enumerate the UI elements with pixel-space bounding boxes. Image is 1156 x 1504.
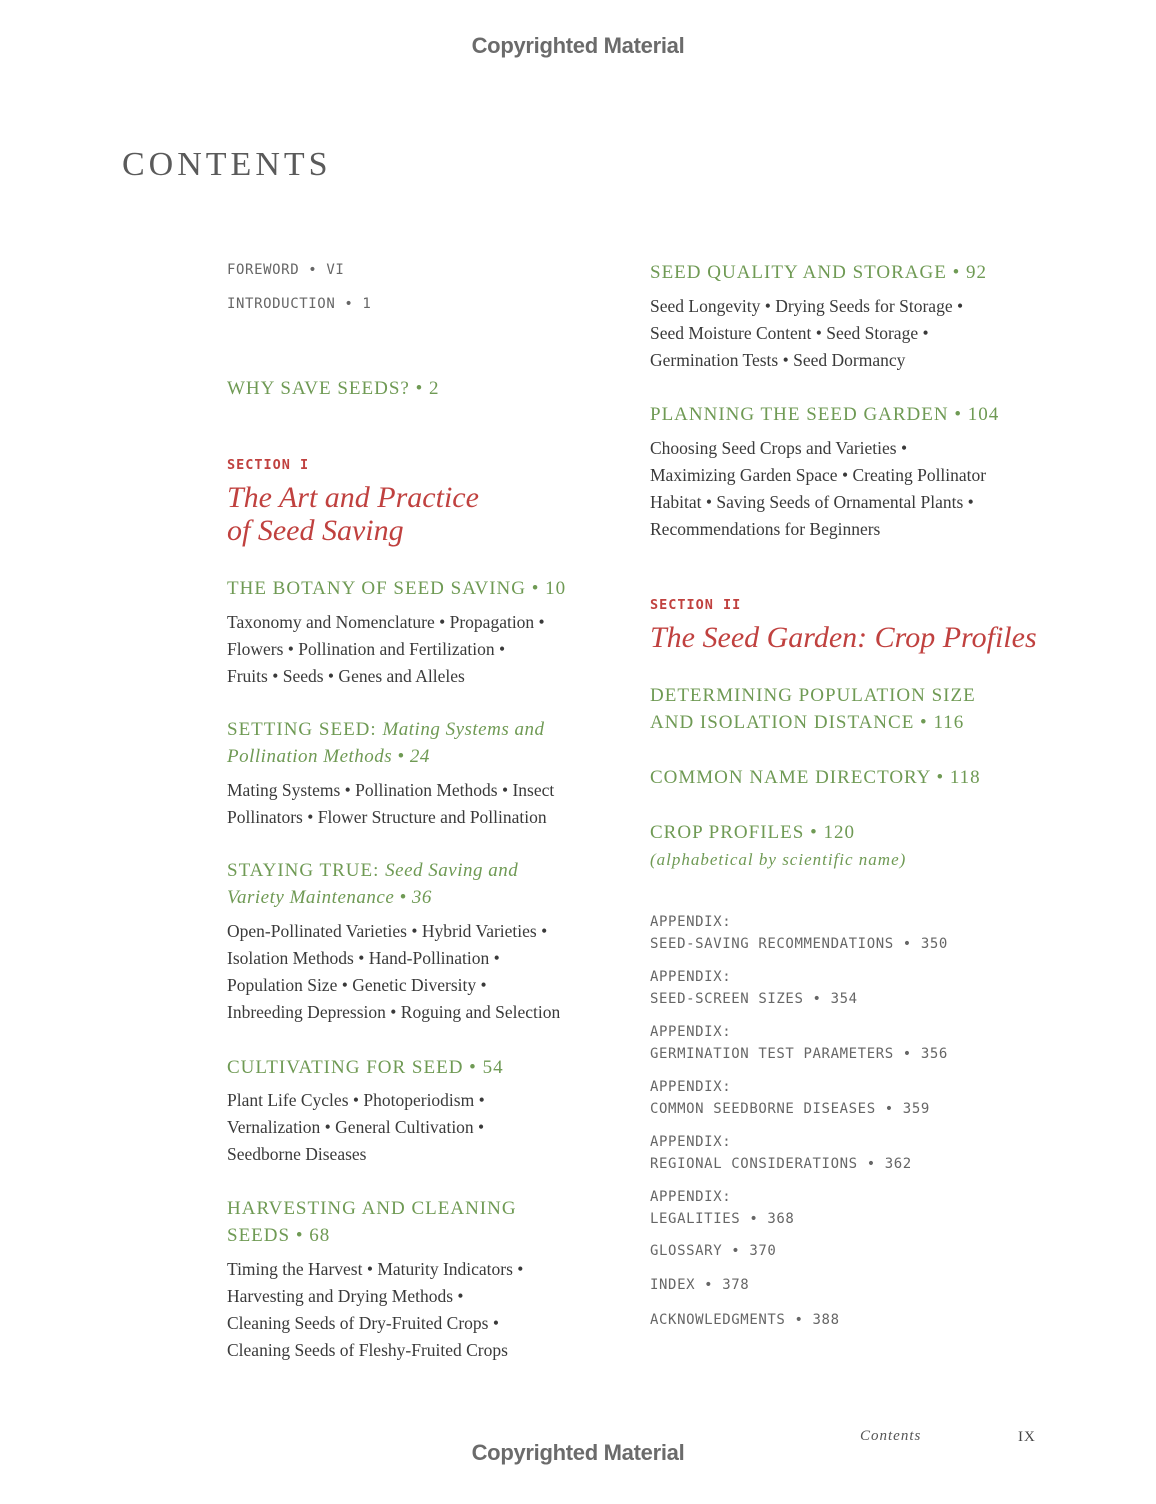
planning-line-2: Maximizing Garden Space • Creating Pollinator <box>650 465 987 485</box>
copyright-footer: Copyrighted Material <box>471 1440 685 1465</box>
toc-appendix-regional[interactable] <box>650 1131 912 1175</box>
appendix-label: APPENDIX: <box>650 1189 732 1205</box>
determining-line-2: AND ISOLATION DISTANCE • 116 <box>650 712 965 733</box>
appendix-title: GERMINATION TEST PARAMETERS • 356 <box>650 1046 948 1062</box>
planning-line-1: Choosing Seed Crops and Varieties • <box>650 438 908 458</box>
toc-common-name-directory[interactable]: COMMON NAME DIRECTORY • 118 <box>650 767 981 788</box>
cultivating-topics <box>227 1087 485 1168</box>
appendix-title: COMMON SEEDBORNE DISEASES • 359 <box>650 1101 930 1117</box>
botany-line-3: Fruits • Seeds • Genes and Alleles <box>227 666 465 686</box>
toc-appendix-screen-sizes[interactable] <box>650 966 858 1010</box>
crop-profiles-subtitle: (alphabetical by scientific name) <box>650 850 907 869</box>
planning-line-3: Habitat • Saving Seeds of Ornamental Plants • <box>650 492 974 512</box>
staying-true-topics <box>227 918 560 1026</box>
toc-cultivating[interactable]: CULTIVATING FOR SEED • 54 <box>227 1057 504 1078</box>
toc-determining-population[interactable] <box>650 682 976 736</box>
toc-index[interactable]: INDEX • 378 <box>650 1277 750 1293</box>
crop-profiles-title: CROP PROFILES • 120 <box>650 822 855 843</box>
section-1-title-line-2: of Seed Saving <box>227 514 404 547</box>
toc-planning[interactable]: PLANNING THE SEED GARDEN • 104 <box>650 404 1000 425</box>
appendix-label: APPENDIX: <box>650 1079 732 1095</box>
harvest-topic-3: Cleaning Seeds of Dry-Fruited Crops • <box>227 1313 499 1333</box>
toc-glossary[interactable]: GLOSSARY • 370 <box>650 1243 777 1259</box>
toc-seed-quality[interactable]: SEED QUALITY AND STORAGE • 92 <box>650 262 988 283</box>
cultivating-line-1: Plant Life Cycles • Photoperiodism • <box>227 1090 485 1110</box>
appendix-label: APPENDIX: <box>650 914 732 930</box>
setting-seed-head: SETTING SEED: <box>227 719 383 740</box>
seed-quality-topics <box>650 293 963 374</box>
appendix-label: APPENDIX: <box>650 1134 732 1150</box>
setting-seed-topics <box>227 777 554 831</box>
quality-line-1: Seed Longevity • Drying Seeds for Storage • <box>650 296 964 316</box>
toc-acknowledgments[interactable]: ACKNOWLEDGMENTS • 388 <box>650 1312 840 1328</box>
toc-foreword[interactable]: FOREWORD • VI <box>227 262 345 278</box>
staying-line-4: Inbreeding Depression • Roguing and Selection <box>227 1002 561 1022</box>
toc-harvesting[interactable] <box>227 1195 517 1249</box>
toc-appendix-germination[interactable] <box>650 1021 948 1065</box>
harvest-topic-1: Timing the Harvest • Maturity Indicators • <box>227 1259 524 1279</box>
botany-topics <box>227 609 545 690</box>
page-title: CONTENTS <box>122 146 332 183</box>
section-2-title[interactable]: The Seed Garden: Crop Profiles <box>650 621 1037 654</box>
section-1-title-line-1: The Art and Practice <box>227 481 479 514</box>
appendix-title: LEGALITIES • 368 <box>650 1211 795 1227</box>
staying-true-sub: Seed Saving and <box>385 860 519 881</box>
toc-botany[interactable]: THE BOTANY OF SEED SAVING • 10 <box>227 578 567 599</box>
section-1-title[interactable] <box>227 481 479 547</box>
determining-line-1: DETERMINING POPULATION SIZE <box>650 685 976 706</box>
harvesting-line-2: SEEDS • 68 <box>227 1225 331 1246</box>
running-footer-label: Contents <box>860 1428 922 1444</box>
cultivating-line-2: Vernalization • General Cultivation • <box>227 1117 485 1137</box>
appendix-title: SEED-SAVING RECOMMENDATIONS • 350 <box>650 936 948 952</box>
setting-seed-sub: Mating Systems and <box>382 719 545 740</box>
appendix-label: APPENDIX: <box>650 1024 732 1040</box>
harvest-topic-2: Harvesting and Drying Methods • <box>227 1286 464 1306</box>
setting-line-2: Pollinators • Flower Structure and Pollination <box>227 807 547 827</box>
staying-true-sub-2: Variety Maintenance • 36 <box>227 887 432 908</box>
staying-line-3: Population Size • Genetic Diversity • <box>227 975 487 995</box>
toc-appendix-seed-saving[interactable] <box>650 911 948 955</box>
quality-line-2: Seed Moisture Content • Seed Storage • <box>650 323 929 343</box>
harvesting-line-1: HARVESTING AND CLEANING <box>227 1198 517 1219</box>
staying-true-head: STAYING TRUE: <box>227 860 386 881</box>
appendix-title: REGIONAL CONSIDERATIONS • 362 <box>650 1156 912 1172</box>
planning-line-4: Recommendations for Beginners <box>650 519 881 539</box>
toc-introduction[interactable]: INTRODUCTION • 1 <box>227 296 372 312</box>
staying-line-1: Open-Pollinated Varieties • Hybrid Varieties • <box>227 921 548 941</box>
section-1-label: SECTION I <box>227 457 310 473</box>
toc-appendix-seedborne-diseases[interactable] <box>650 1076 930 1120</box>
planning-topics <box>650 435 986 543</box>
toc-crop-profiles[interactable] <box>650 819 906 873</box>
quality-line-3: Germination Tests • Seed Dormancy <box>650 350 906 370</box>
toc-why-save-seeds[interactable]: WHY SAVE SEEDS? • 2 <box>227 378 440 399</box>
copyright-header: Copyrighted Material <box>471 33 685 58</box>
appendix-label: APPENDIX: <box>650 969 732 985</box>
setting-line-1: Mating Systems • Pollination Methods • Insect <box>227 780 555 800</box>
toc-appendix-legalities[interactable] <box>650 1186 794 1230</box>
botany-line-1: Taxonomy and Nomenclature • Propagation • <box>227 612 545 632</box>
harvesting-topics <box>227 1256 523 1364</box>
harvest-topic-4: Cleaning Seeds of Fleshy-Fruited Crops <box>227 1340 508 1360</box>
botany-line-2: Flowers • Pollination and Fertilization • <box>227 639 506 659</box>
cultivating-line-3: Seedborne Diseases <box>227 1144 367 1164</box>
toc-staying-true[interactable] <box>227 857 518 911</box>
setting-seed-sub-2: Pollination Methods • 24 <box>227 746 430 767</box>
appendix-title: SEED-SCREEN SIZES • 354 <box>650 991 858 1007</box>
staying-line-2: Isolation Methods • Hand-Pollination • <box>227 948 500 968</box>
section-2-label: SECTION II <box>650 597 742 613</box>
toc-setting-seed[interactable] <box>227 716 544 770</box>
page-number: IX <box>1018 1429 1036 1445</box>
